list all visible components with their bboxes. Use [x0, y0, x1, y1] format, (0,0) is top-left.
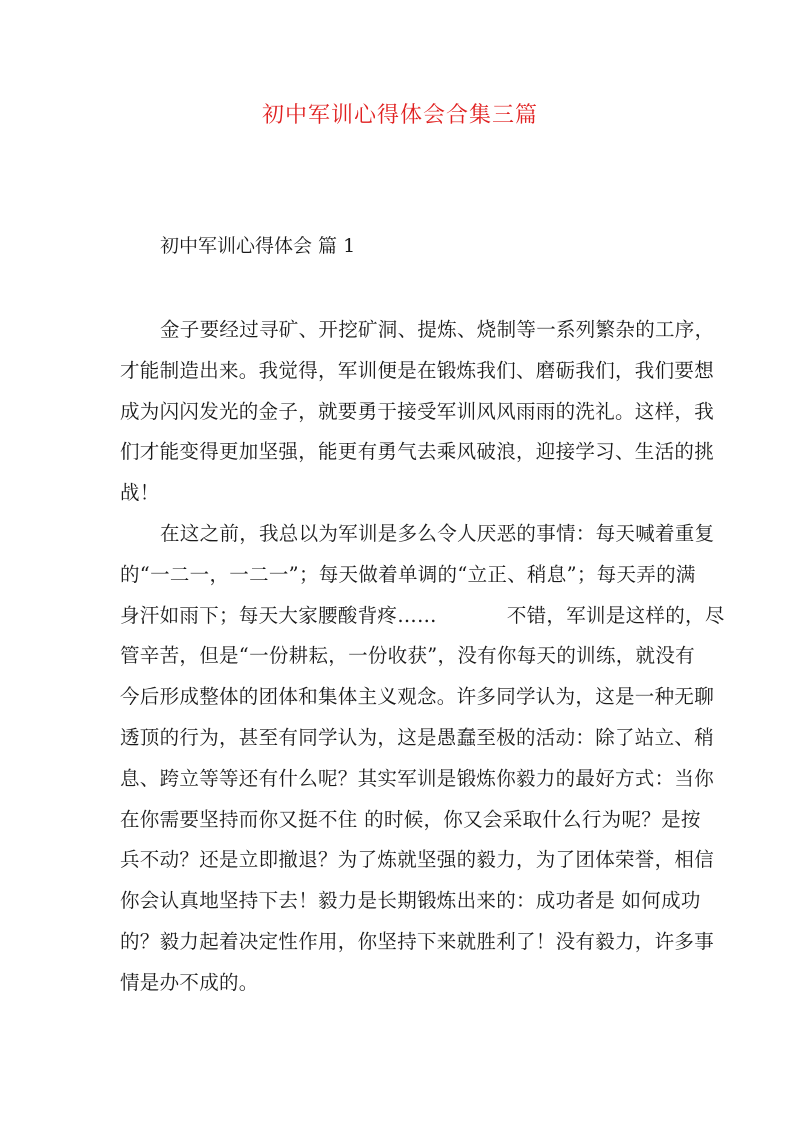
paragraph-line-tail: 不错，军训是这样的，尽: [506, 603, 725, 627]
paragraph-line: 管辛苦，但是“一份耕耘，一份收获”，没有你每天的训练，就没有: [120, 644, 695, 668]
paragraph-line: 金子要经过寻矿、开挖矿洞、提炼、烧制等一系列繁杂的工序，: [160, 318, 715, 341]
document-title: 初中军训心得体会合集三篇: [261, 103, 538, 128]
paragraph-line: 兵不动？还是立即撤退？为了炼就坚强的毅力，为了团体荣誉，相信: [120, 848, 715, 872]
paragraph-line: 在这之前，我总以为军训是多么令人厌恶的事情：每天喊着重复: [160, 521, 715, 545]
paragraph-line: 息、跨立等等还有什么呢？其实军训是锻炼你毅力的最好方式：当你: [120, 766, 715, 790]
paragraph-line: 的“一二一，一二一”；每天做着单调的“立正、稍息”；每天弄的满: [120, 562, 696, 586]
paragraph-line: 成为闪闪发光的金子，就要勇于接受军训风风雨雨的洗礼。这样，我: [120, 399, 715, 423]
paragraph-line: 们才能变得更加坚强，能更有勇气去乘风破浪，迎接学习、生活的挑: [120, 440, 715, 464]
paragraph-line: 在你需要坚持而你又挺不住 的时候，你又会采取什么行为呢？是按: [120, 807, 701, 831]
paragraph-line: 的？毅力起着决定性作用，你坚持下来就胜利了！没有毅力，许多事: [120, 929, 715, 953]
section-heading: 初中军训心得体会 篇 1: [160, 235, 356, 257]
paragraph-line: 你会认真地坚持下去！毅力是长期锻炼出来的：成功者是 如何成功: [120, 889, 701, 913]
paragraph-line: 今后形成整体的团体和集体主义观念。许多同学认为，这是一种无聊: [120, 685, 715, 709]
paragraph-line: 战！: [120, 481, 160, 505]
paragraph-line-start: 身汗如雨下；每天大家腰酸背疼……: [120, 603, 437, 627]
paragraph-line: 才能制造出来。我觉得，军训便是在锻炼我们、磨砺我们，我们要想: [120, 358, 715, 382]
paragraph-line: [120, 596, 725, 637]
paragraph-line: 情是办不成的。: [120, 970, 259, 994]
paragraph-line: 透顶的行为，甚至有同学认为，这是愚蠢至极的活动：除了站立、稍: [120, 725, 715, 749]
document-body: [120, 310, 725, 1004]
